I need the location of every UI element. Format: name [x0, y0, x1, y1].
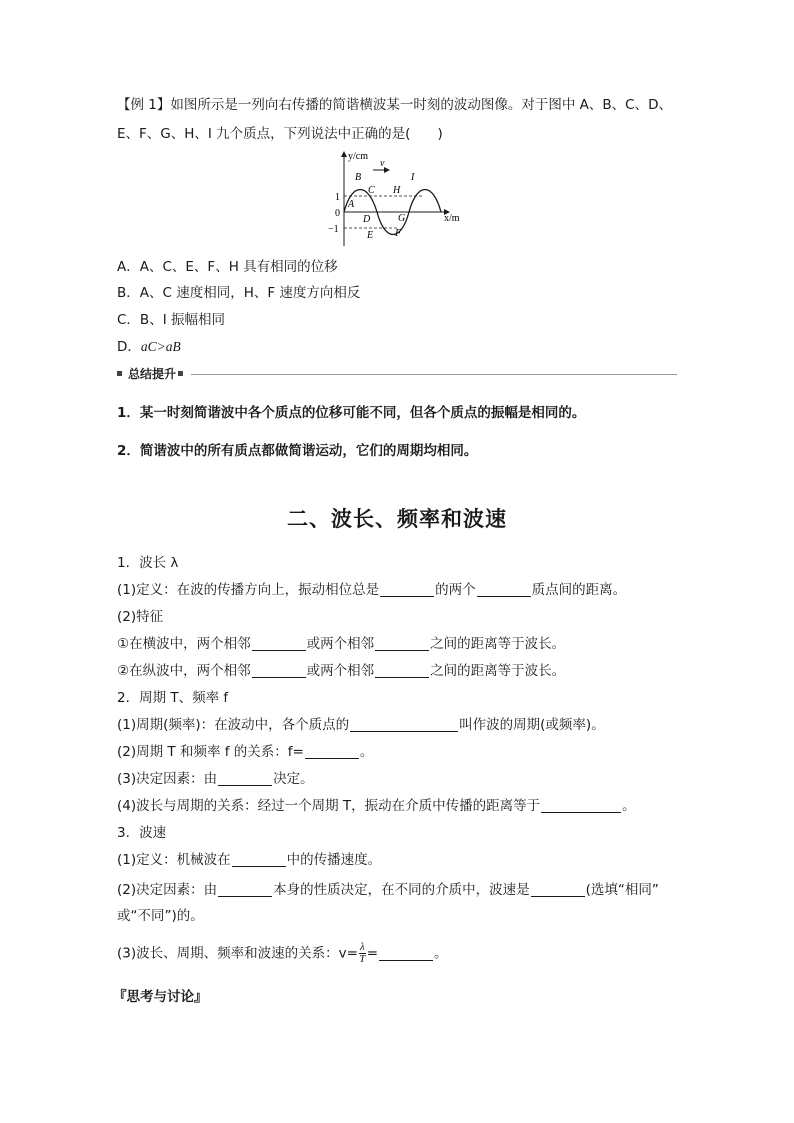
fill-blank[interactable] — [218, 771, 272, 786]
fill-blank[interactable] — [541, 798, 621, 813]
fill-blank[interactable] — [350, 717, 458, 732]
option-c: C．B、I 振幅相同 — [117, 312, 225, 328]
summary-rule — [191, 374, 677, 375]
option-d-expression: aC>aB — [140, 339, 181, 354]
option-b: B．A、C 速度相同，H、F 速度方向相反 — [117, 285, 361, 301]
y-axis-label: y/cm — [348, 151, 368, 162]
tick-1: 1 — [335, 192, 340, 203]
tick-neg1: −1 — [328, 224, 339, 235]
square-bullet-icon — [117, 371, 122, 376]
example-stem-line-2: E、F、G、H、I 九个质点，下列说法中正确的是( ) — [117, 126, 443, 142]
period-frequency-relation: (2)周期 T 和频率 f 的关系：f= 。 — [117, 744, 374, 760]
period-determining-factor: (3)决定因素：由 决定。 — [117, 771, 314, 787]
wave-speed-relation: (3)波长、周期、频率和波速的关系：v= $\frac{\lambda}{T}$ = 。 — [117, 941, 448, 965]
point-g: G — [398, 213, 406, 224]
fill-blank[interactable] — [379, 946, 433, 961]
example-stem-line-1: 【例 1】如图所示是一列向右传播的简谐横波某一时刻的波动图像。对于图中 A、B、C、D、 — [117, 97, 672, 113]
heading-wavelength: 1．波长 λ — [117, 555, 179, 571]
summary-item-2: 2．简谐波中的所有质点都做简谐运动，它们的周期均相同。 — [117, 443, 478, 459]
wave-speed-definition: (1)定义：机械波在 中的传播速度。 — [117, 852, 382, 868]
option-a: A．A、C、E、F、H 具有相同的位移 — [117, 259, 338, 275]
fill-blank[interactable] — [252, 636, 306, 651]
point-f: F — [395, 228, 402, 239]
summary-heading: 总结提升 — [128, 367, 177, 381]
point-e: E — [367, 230, 374, 241]
example-tag: 【例 1】 — [117, 97, 171, 113]
fill-blank[interactable] — [531, 882, 585, 897]
wave-figure — [325, 148, 475, 246]
wavelength-period-relation: (4)波长与周期的关系：经过一个周期 T，振动在介质中传播的距离等于 。 — [117, 798, 636, 814]
transverse-wave-feature: ①在横波中，两个相邻 或两个相邻 之间的距离等于波长。 — [117, 636, 566, 652]
fill-blank[interactable] — [305, 744, 359, 759]
wave-speed-determining-factor: (2)决定因素：由 本身的性质决定，在不同的介质中，波速是 (选填“相同” — [117, 882, 659, 898]
discussion-heading: 『思考与讨论』 — [113, 989, 208, 1005]
tick-0: 0 — [335, 208, 340, 219]
point-a: A — [348, 199, 355, 210]
point-c: C — [368, 185, 375, 196]
x-axis-label: x/m — [444, 213, 460, 224]
point-b: B — [355, 172, 362, 183]
summary-header — [117, 366, 677, 382]
square-bullet-icon — [178, 371, 183, 376]
fill-blank[interactable] — [477, 582, 531, 597]
fill-blank[interactable] — [232, 852, 286, 867]
fill-blank[interactable] — [375, 663, 429, 678]
fill-blank[interactable] — [252, 663, 306, 678]
fill-blank[interactable] — [375, 636, 429, 651]
period-definition: (1)周期(频率)：在波动中，各个质点的 叫作波的周期(或频率)。 — [117, 717, 605, 733]
summary-item-1: 1．某一时刻简谐波中各个质点的位移可能不同，但各个质点的振幅是相同的。 — [117, 405, 586, 421]
point-d: D — [363, 214, 371, 225]
heading-period-frequency: 2．周期 T、频率 f — [117, 690, 229, 706]
fill-blank[interactable] — [380, 582, 434, 597]
heading-wave-speed: 3．波速 — [117, 825, 167, 841]
lambda-over-t-fraction: $\frac{\lambda}{T}$ — [359, 941, 366, 965]
wavelength-definition: (1)定义：在波的传播方向上，振动相位总是 的两个 质点间的距离。 — [117, 582, 627, 598]
fill-blank[interactable] — [218, 882, 272, 897]
option-d: D．aC>aB — [117, 339, 181, 355]
wave-speed-determining-factor-cont: 或“不同”)的。 — [117, 908, 204, 924]
velocity-label: v — [380, 158, 385, 169]
point-i: I — [411, 172, 415, 183]
wavelength-feature-heading: (2)特征 — [117, 609, 164, 625]
section-title: 二、波长、频率和波速 — [287, 507, 507, 531]
point-h: H — [393, 185, 401, 196]
longitudinal-wave-feature: ②在纵波中，两个相邻 或两个相邻 之间的距离等于波长。 — [117, 663, 566, 679]
